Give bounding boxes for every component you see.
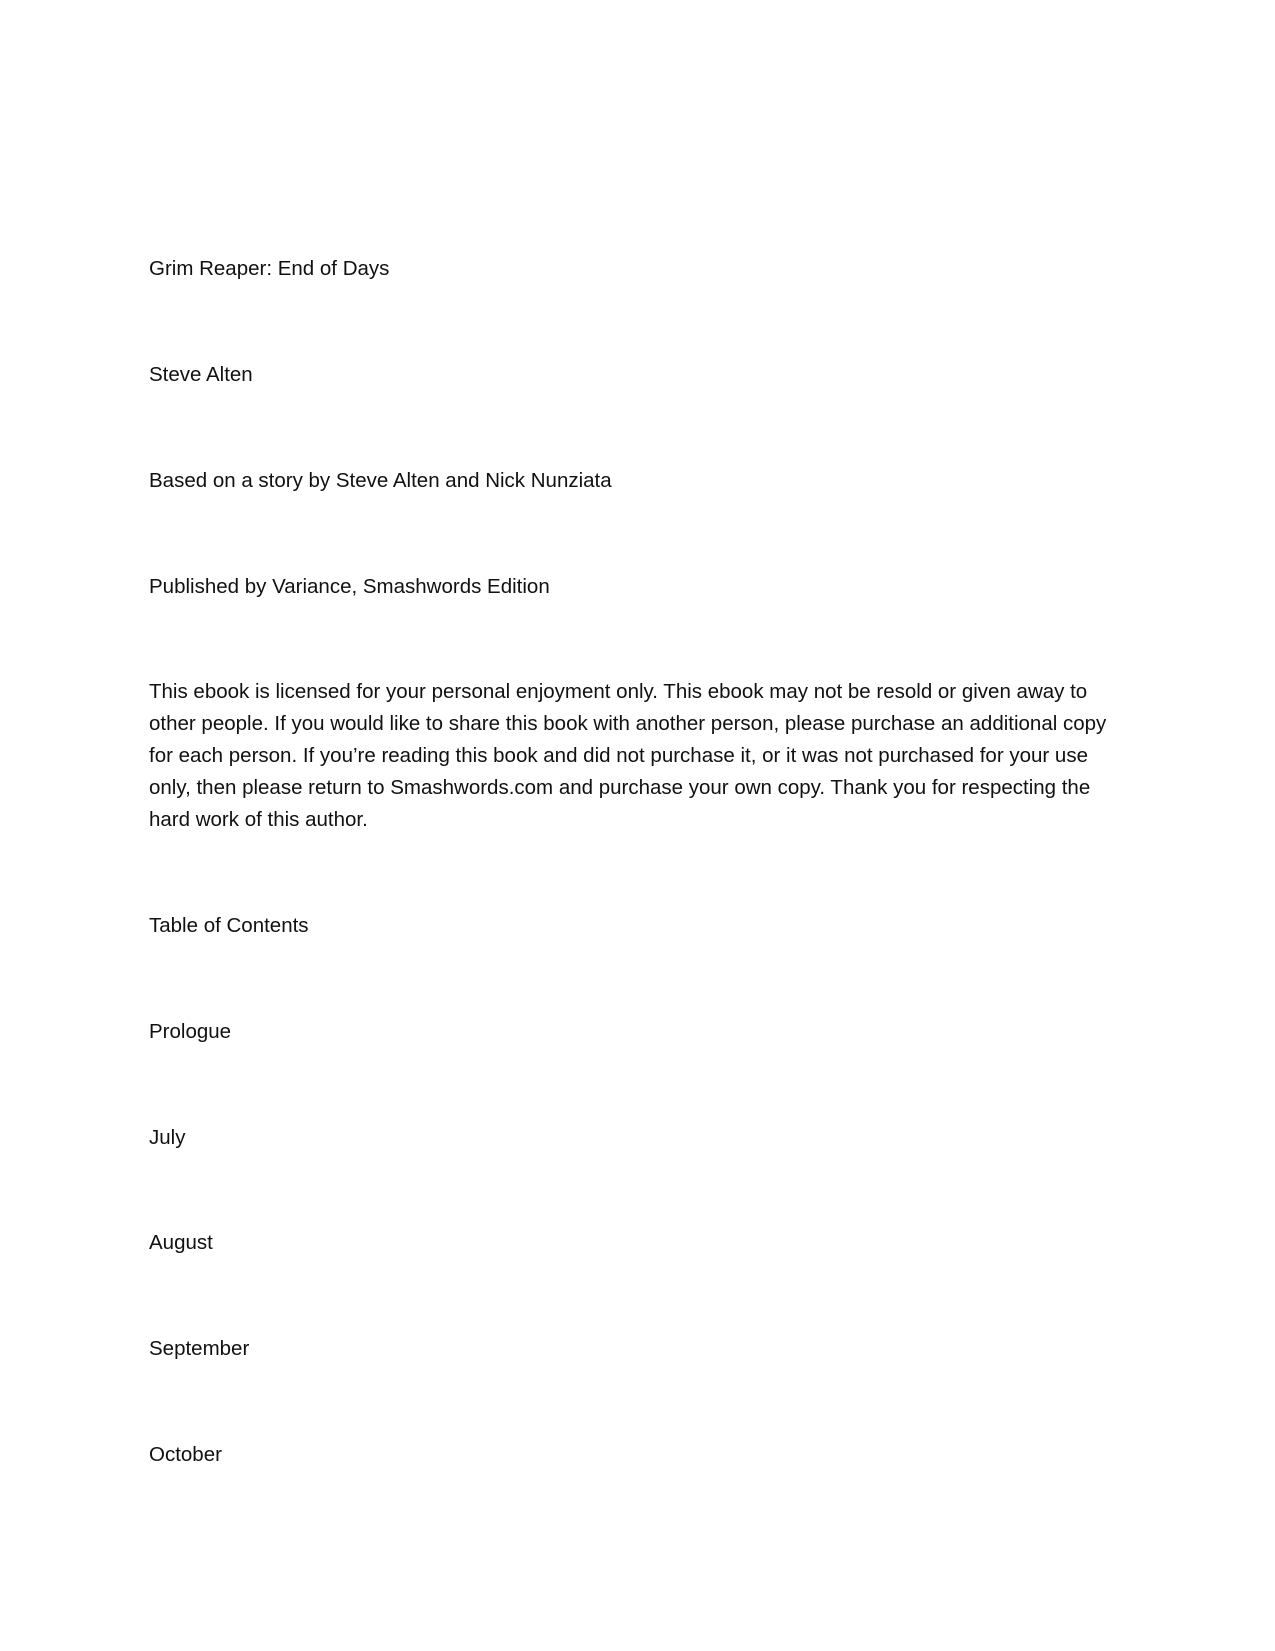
based-on-credit: Based on a story by Steve Alten and Nick Nunziata: [149, 469, 612, 492]
book-title: Grim Reaper: End of Days: [149, 257, 390, 280]
author-name: Steve Alten: [149, 363, 253, 386]
toc-item-october[interactable]: October: [149, 1443, 222, 1466]
publisher-line: Published by Variance, Smashwords Edition: [149, 575, 550, 598]
toc-heading: Table of Contents: [149, 914, 309, 937]
toc-item-september[interactable]: September: [149, 1337, 250, 1360]
license-paragraph: This ebook is licensed for your personal enjoyment only. This ebook may not be resold or given away to other people. If you would like to share this book with another person, please purchase an additional copy for each person. If you’re reading this book and did not purchase it, or it was not purchased for your use only, then please return to Smashwords.com and purchase your own copy. Thank you for respecting the hard work of this author.: [149, 680, 1107, 831]
toc-item-july[interactable]: July: [149, 1126, 186, 1149]
toc-item-prologue[interactable]: Prologue: [149, 1020, 232, 1043]
toc-item-august[interactable]: August: [149, 1231, 213, 1254]
